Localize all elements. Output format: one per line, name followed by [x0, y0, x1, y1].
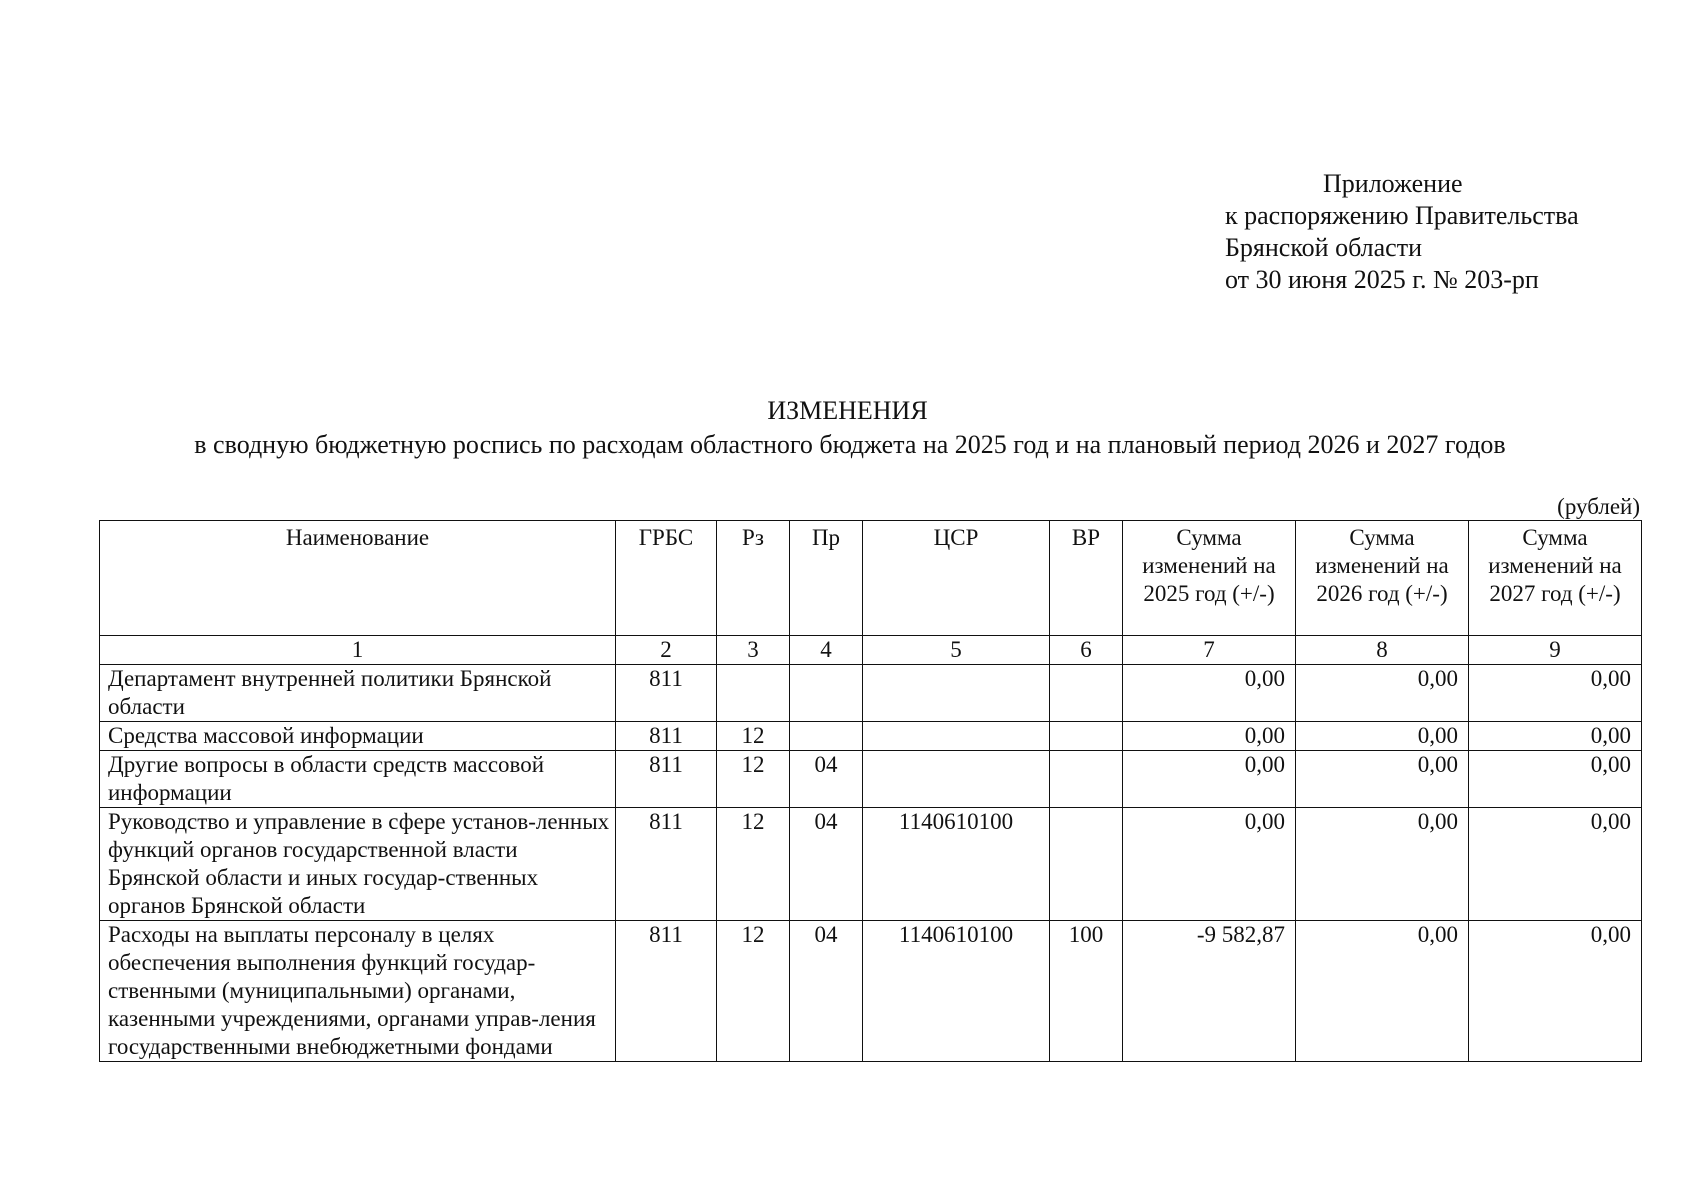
cell-csr: 1140610100 [863, 808, 1050, 921]
budget-changes-table [99, 520, 1642, 1062]
header-vr: ВР [1050, 521, 1123, 636]
cell-rz: 12 [717, 722, 790, 751]
appendix-label: Приложение [1323, 169, 1463, 198]
column-number: 9 [1469, 636, 1642, 665]
column-number: 4 [790, 636, 863, 665]
cell-name: Другие вопросы в области средств массовой информации [100, 751, 616, 808]
column-number: 7 [1123, 636, 1296, 665]
table-row [100, 808, 1642, 921]
cell-vr [1050, 808, 1123, 921]
cell-sum-2027: 0,00 [1469, 665, 1642, 722]
appendix-order-ref: к распоряжению Правительства [1225, 201, 1579, 230]
table-header-row [100, 521, 1642, 636]
cell-name: Руководство и управление в сфере установ-ленных функций органов государственной власти Брянской области и иных государ-ственных органов Брянской области [100, 808, 616, 921]
cell-pr [790, 665, 863, 722]
appendix-date-number: от 30 июня 2025 г. № 203-рп [1225, 265, 1539, 294]
cell-csr [863, 751, 1050, 808]
header-csr: ЦСР [863, 521, 1050, 636]
cell-sum-2025: 0,00 [1123, 722, 1296, 751]
table-row [100, 665, 1642, 722]
cell-sum-2027: 0,00 [1469, 808, 1642, 921]
cell-grbs: 811 [616, 665, 717, 722]
document-subtitle: в сводную бюджетную роспись по расходам областного бюджета на 2025 год и на плановый период 2026 и 2027 годов [194, 430, 1506, 459]
appendix-region: Брянской области [1225, 233, 1422, 262]
cell-grbs: 811 [616, 921, 717, 1062]
cell-csr: 1140610100 [863, 921, 1050, 1062]
column-number: 6 [1050, 636, 1123, 665]
cell-pr: 04 [790, 921, 863, 1062]
cell-pr: 04 [790, 751, 863, 808]
units-label: (рублей) [1557, 494, 1640, 519]
column-number-row [100, 636, 1642, 665]
cell-csr [863, 665, 1050, 722]
column-number: 2 [616, 636, 717, 665]
cell-pr [790, 722, 863, 751]
header-name: Наименование [100, 521, 616, 636]
cell-grbs: 811 [616, 722, 717, 751]
cell-vr [1050, 722, 1123, 751]
cell-sum-2027: 0,00 [1469, 722, 1642, 751]
appendix-block [1225, 168, 1579, 296]
header-sum-2027: Сумма изменений на 2027 год (+/-) [1469, 521, 1642, 636]
cell-vr: 100 [1050, 921, 1123, 1062]
cell-sum-2027: 0,00 [1469, 921, 1642, 1062]
cell-pr: 04 [790, 808, 863, 921]
cell-rz: 12 [717, 751, 790, 808]
cell-sum-2025: 0,00 [1123, 665, 1296, 722]
cell-name: Средства массовой информации [100, 722, 616, 751]
table-row [100, 751, 1642, 808]
header-grbs: ГРБС [616, 521, 717, 636]
cell-grbs: 811 [616, 808, 717, 921]
cell-name: Расходы на выплаты персоналу в целях обеспечения выполнения функций государ-ственными (муниципальными) органами, казенными учреждениями, органами управ-ления государственными внебюджетными фондами [100, 921, 616, 1062]
column-number: 5 [863, 636, 1050, 665]
header-rz: Рз [717, 521, 790, 636]
cell-sum-2026: 0,00 [1296, 665, 1469, 722]
cell-csr [863, 722, 1050, 751]
cell-sum-2026: 0,00 [1296, 751, 1469, 808]
column-number: 8 [1296, 636, 1469, 665]
cell-vr [1050, 751, 1123, 808]
column-number: 3 [717, 636, 790, 665]
header-sum-2026: Сумма изменений на 2026 год (+/-) [1296, 521, 1469, 636]
document-title: ИЗМЕНЕНИЯ [767, 396, 928, 425]
table-row [100, 921, 1642, 1062]
cell-name: Департамент внутренней политики Брянской области [100, 665, 616, 722]
cell-grbs: 811 [616, 751, 717, 808]
cell-sum-2025: 0,00 [1123, 751, 1296, 808]
cell-sum-2026: 0,00 [1296, 808, 1469, 921]
cell-rz [717, 665, 790, 722]
cell-sum-2026: 0,00 [1296, 722, 1469, 751]
column-number: 1 [100, 636, 616, 665]
cell-sum-2026: 0,00 [1296, 921, 1469, 1062]
cell-rz: 12 [717, 921, 790, 1062]
table-row [100, 722, 1642, 751]
cell-rz: 12 [717, 808, 790, 921]
header-sum-2025: Сумма изменений на 2025 год (+/-) [1123, 521, 1296, 636]
cell-sum-2027: 0,00 [1469, 751, 1642, 808]
header-pr: Пр [790, 521, 863, 636]
cell-sum-2025: 0,00 [1123, 808, 1296, 921]
cell-sum-2025: -9 582,87 [1123, 921, 1296, 1062]
cell-vr [1050, 665, 1123, 722]
